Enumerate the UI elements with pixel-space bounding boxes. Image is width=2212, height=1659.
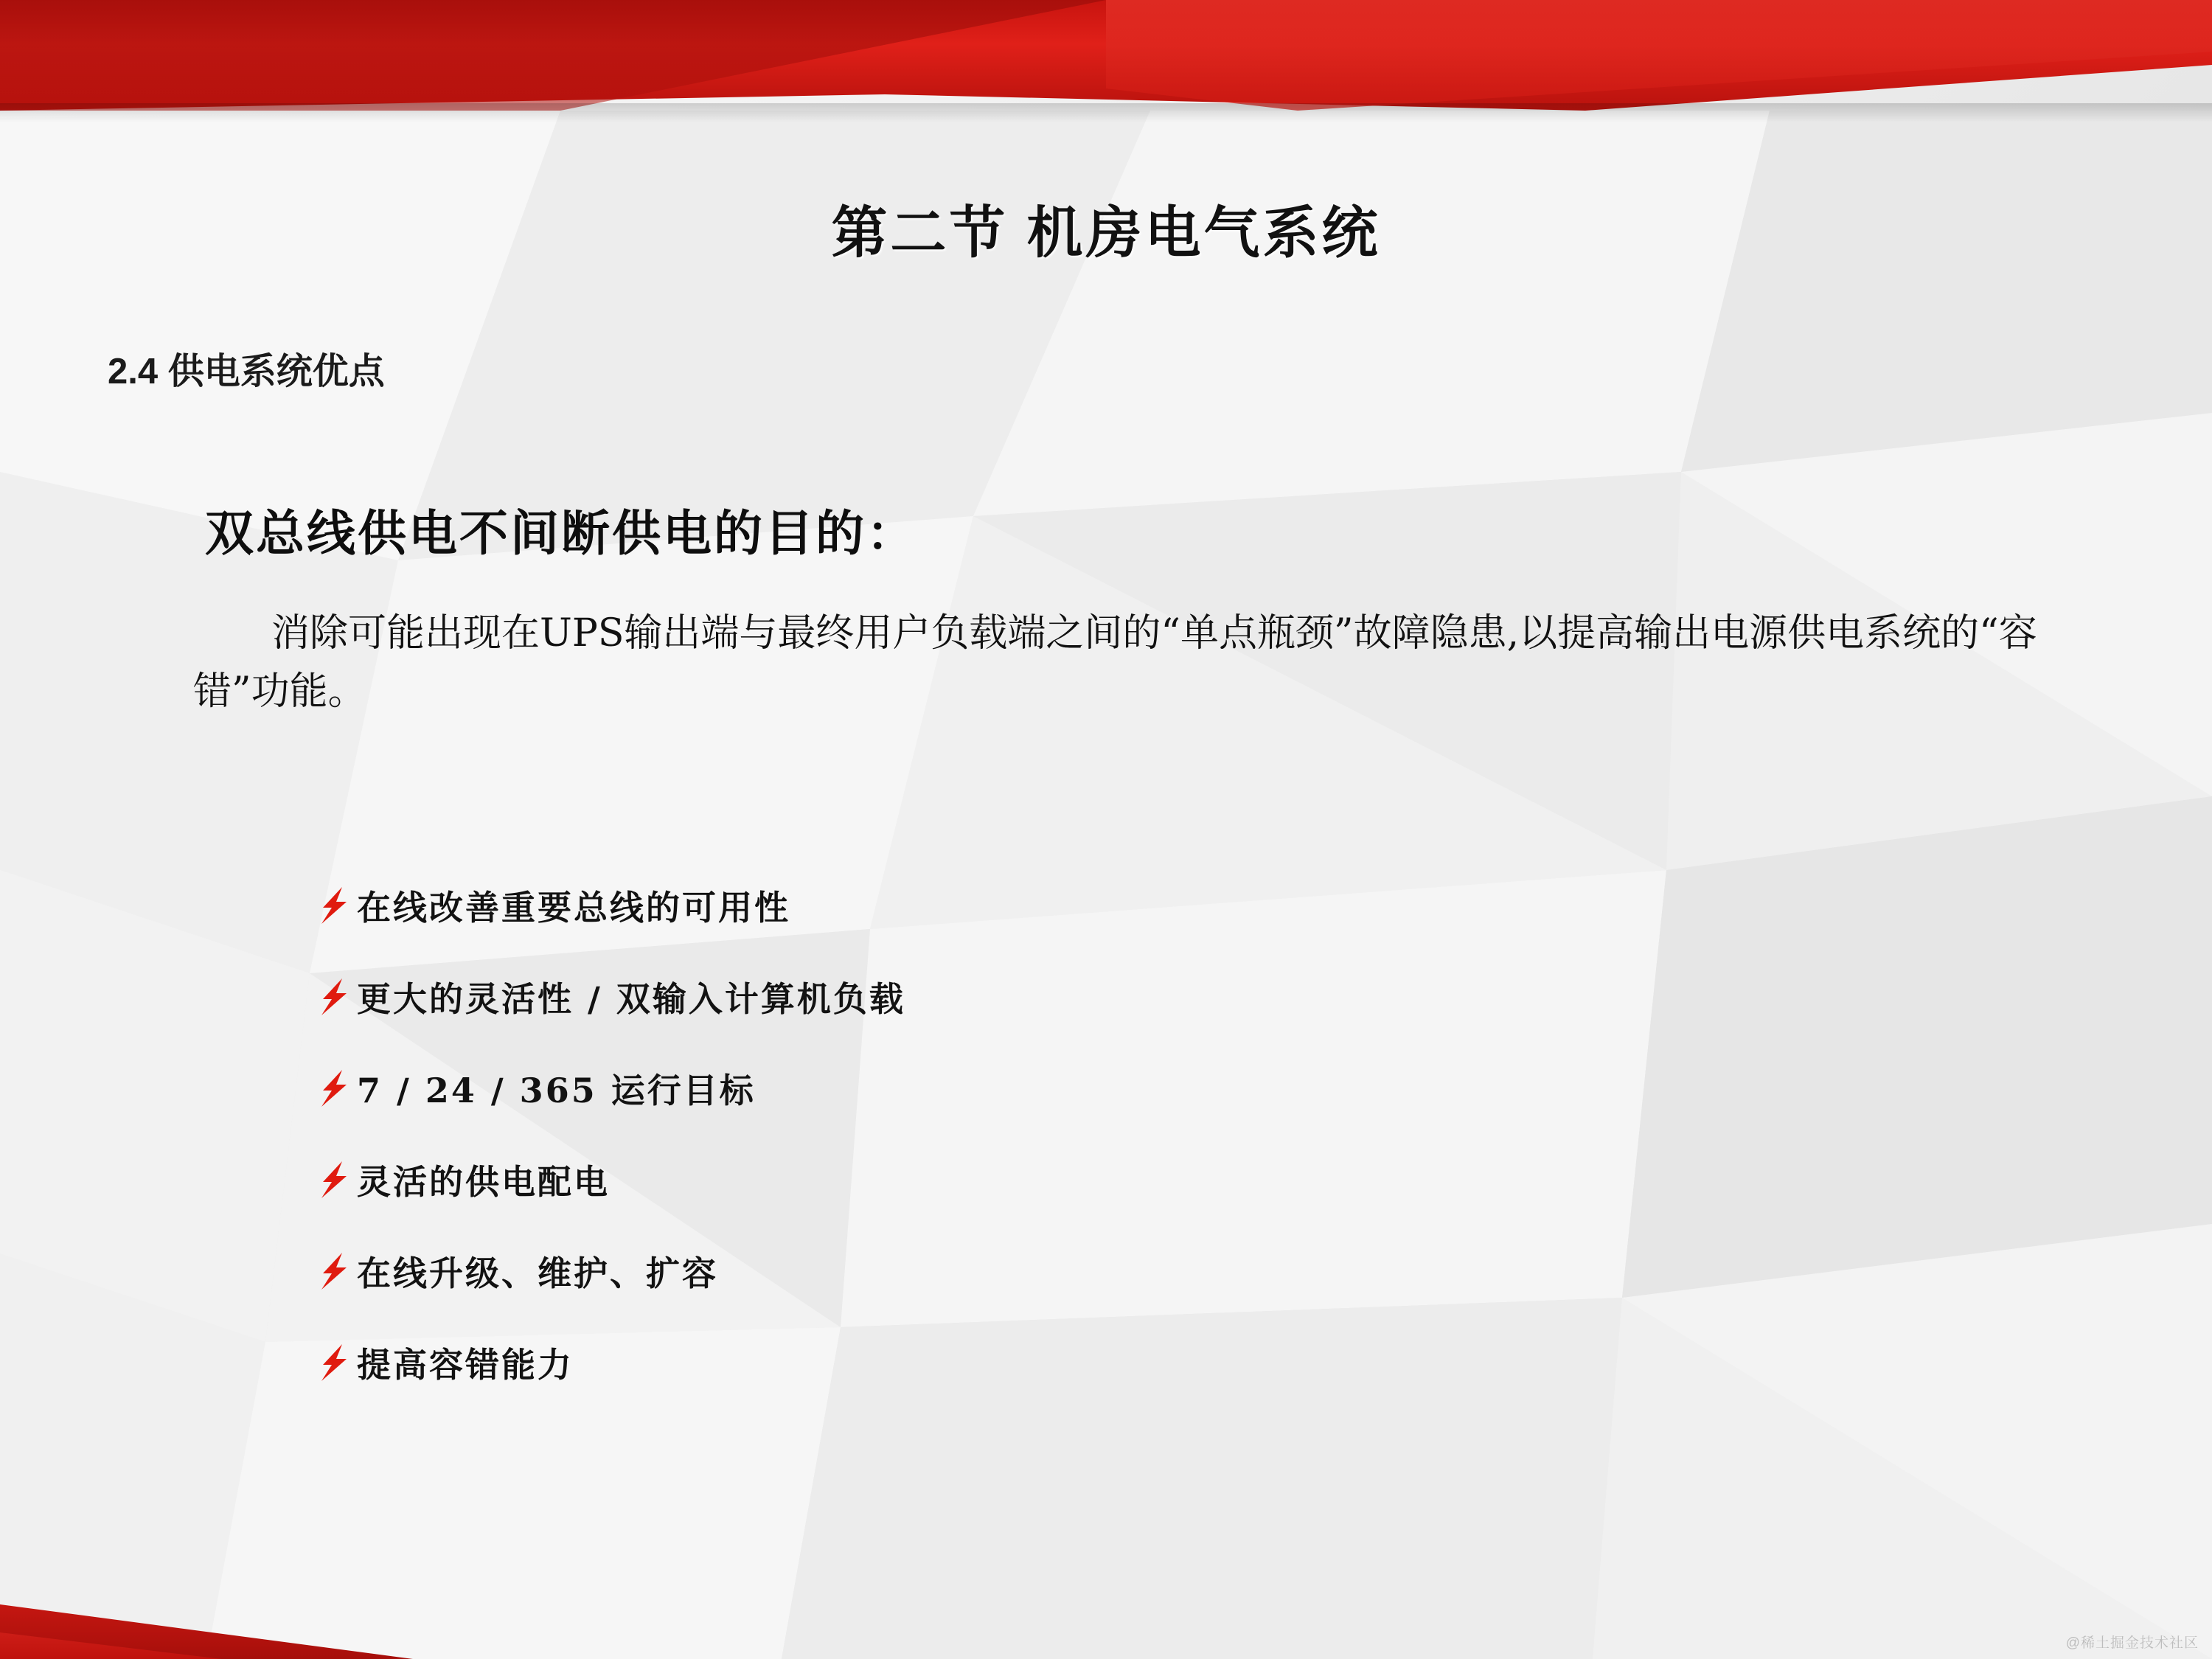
body-paragraph: 消除可能出现在UPS输出端与最终用户负载端之间的“单点瓶颈”故障隐患,以提高输出电源供电系统的“容错”功能。 <box>193 611 2037 714</box>
lightning-bullet-icon <box>317 1068 357 1108</box>
top-red-banner <box>0 0 2212 111</box>
watermark: @稀土掘金技术社区 <box>2065 1635 2199 1651</box>
body-heading: 双总线供电不间断供电的目的： <box>205 504 917 562</box>
bullet-list <box>317 870 1939 1419</box>
bottom-wedge-shape-2 <box>0 1571 2212 1659</box>
list-item-label: 在线改善重要总线的可用性 <box>357 888 790 928</box>
list-item <box>317 961 1939 1032</box>
list-item-label: 7 / 24 / 365 运行目标 <box>357 1071 756 1110</box>
page-title: 第二节 机房电气系统 <box>831 202 1381 265</box>
list-item <box>317 870 1939 941</box>
list-item <box>317 1327 1939 1398</box>
list-item-label: 更大的灵活性 / 双输入计算机负载 <box>357 979 905 1019</box>
banner-shadow <box>0 103 2212 122</box>
lightning-bullet-icon <box>317 1160 357 1200</box>
list-item <box>317 1053 1939 1124</box>
section-label: 2.4 供电系统优点 <box>108 352 385 392</box>
list-item <box>317 1236 1939 1307</box>
lightning-bullet-icon <box>317 1251 357 1291</box>
list-item-label: 灵活的供电配电 <box>357 1162 610 1202</box>
lightning-bullet-icon <box>317 977 357 1017</box>
list-item-label: 在线升级、维护、扩容 <box>357 1253 718 1293</box>
lightning-bullet-icon <box>317 1343 357 1382</box>
bottom-wedge-shape-1 <box>0 1571 2212 1659</box>
bottom-red-wedge <box>0 1571 2212 1659</box>
list-item-label: 提高容错能力 <box>357 1345 574 1385</box>
lightning-bullet-icon <box>317 886 357 925</box>
list-item <box>317 1144 1939 1215</box>
